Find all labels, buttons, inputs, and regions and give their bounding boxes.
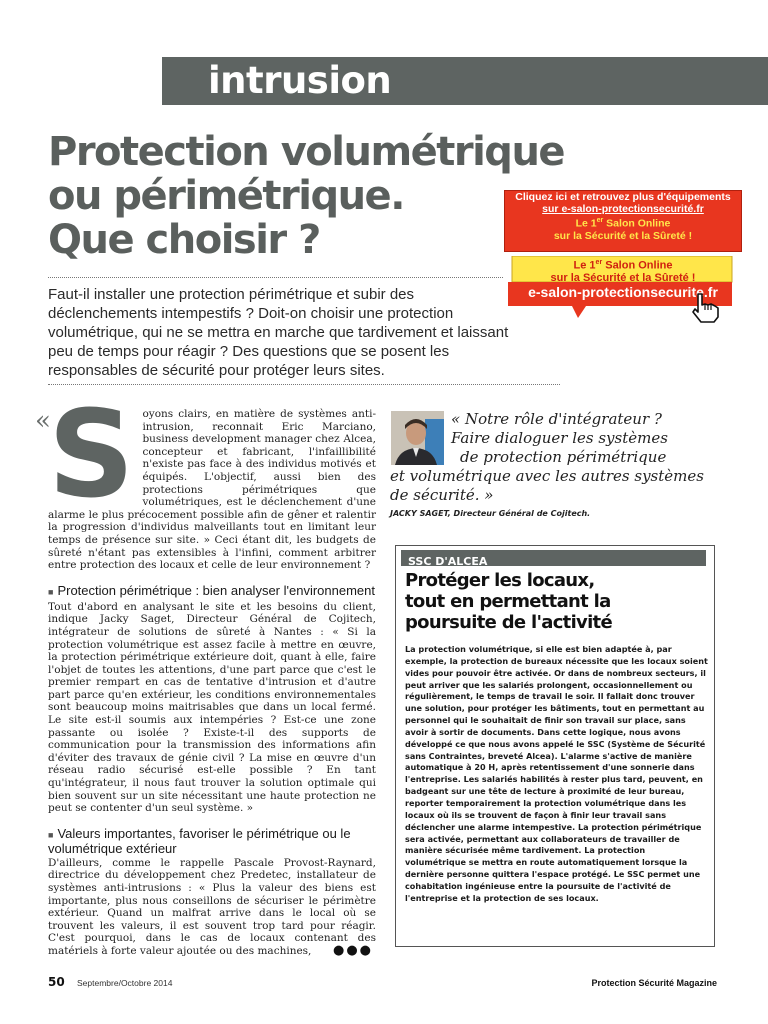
promo-line: Le 1er Salon Online	[575, 217, 671, 230]
opening-quote-mark: «	[35, 406, 51, 436]
title-line: Protection volumétrique	[48, 129, 565, 175]
section-title: intrusion	[208, 59, 392, 102]
subheading: ■ Valeurs importantes, favoriser le périmétrique ou le volumétrique extérieur	[48, 825, 351, 856]
hand-pointer-icon	[688, 292, 728, 324]
badge-url[interactable]: e-salon-protectionsecurite.fr	[528, 284, 718, 300]
quote-line: de protection périmétrique	[460, 448, 667, 466]
drop-cap: S	[48, 386, 135, 525]
article-intro: Faut-il installer une protection périmétrique et subir des déclenchements intempestifs ? Doit-on choisir une protection volumétrique, qui ne se mettra en marche que tardivement et laissant peu de temps pour réagir ? Des questions que se posent les responsables de sécurité pour protéger leurs sites.	[48, 286, 509, 379]
promo-line: Cliquez ici et retrouvez plus d'équipements	[515, 191, 731, 203]
pull-quote	[390, 410, 750, 505]
divider	[48, 277, 503, 278]
title-line: Que choisir ?	[48, 217, 320, 263]
sidebar-body: La protection volumétrique, si elle est bien adaptée à, par exemple, la protection de bureaux nécessite que les locaux soient vides pour pouvoir être activée. Or dans de nombreux secteurs, il peut arriver que les salariés prolongent, occasionnellement ou régulièrement, le temps de travail le soir. Il fallait donc trouver une solution, pour protéger les bâtiments, tout en permettant au personnel qui le souhaitait de finir son travail sur place, sans avoir à sortir de documents. Dans cette logique, nous avons développé ce que nous avons appelé le SSC (Système de Sécurité sans Contraintes, breveté Alcea). L'alarme s'active de manière automatique à 20 H, après retentissement d'une sonnerie dans l'entreprise. Les salariés habilités à rester plus tard, peuvent, en badgeant sur une tête de lecture à proximité de leur bureau, reporter temporairement la protection volumétrique dans les locaux où ils se trouvent de façon à finir leur travail sans déclencher une alarme intempestive. La protection périmétrique sera activée, permettant aux collaborateurs de travailler de manière sécurisée même tardivement. La protection volumétrique se mettra en route automatiquement lorsque la dernière personne quittera l'espace protégé. Le SSC permet une cohabitation ingénieuse entre la poursuite de l'activité de l'entreprise et la protection de ses locaux.	[405, 644, 708, 903]
article-body	[48, 386, 376, 958]
divider	[48, 384, 560, 385]
sidebar-box	[395, 545, 715, 947]
quote-attribution: JACKY SAGET, Directeur Général de Cojitech.	[390, 509, 591, 518]
sidebar-tab: SSC D'ALCEA	[401, 550, 706, 566]
promo-link-line[interactable]: sur e-salon-protectionsecurité.fr	[542, 203, 704, 215]
promo-banner-link[interactable]	[504, 190, 742, 252]
continued-marker: ●●●	[333, 943, 374, 958]
page-number: 50	[48, 975, 65, 989]
paragraph: oyons clairs, en matière de systèmes anti-intrusion, reconnait Eric Marciano, business development manager chez Alcea, concepteur et fabricant, l'infaillibilité n'existe pas face à des individus motivés et équipés. L'objectif, aussi bien des protections périmétriques que volumétriques, est le déclenchement d'une alarme le plus précocement possible afin de gêner et ralentir la progression d'individus malveillants tout en limitant leur temps de présence sur site. » Ceci étant dit, les budgets de sûreté n'étant pas extensibles à l'infini, comment arbitrer entre protection des locaux et celle de leur environnement ?	[48, 408, 376, 572]
issue-date: Septembre/Octobre 2014	[77, 978, 173, 988]
quote-line: « Notre rôle d'intégrateur ?	[451, 410, 662, 428]
badge-text: Le 1er Salon Online sur la Sécurité et la Sûreté !	[550, 259, 696, 284]
promo-line: sur la Sécurité et la Sûreté !	[553, 229, 693, 242]
paragraph: Tout d'abord en analysant le site et les besoins du client, indique Jacky Saget, Directeur Général de Cojitech, intégrateur de solutions de sûreté à Nantes : « Si la protection volumétrique est assez facile à mettre en œuvre, la protection périmétrique extérieure doit, quant à elle, faire l'objet de toutes les attentions, d'une part parce que c'est le premier rempart en cas de tentative d'intrusion et d'autre part parce qu'en extérieur, les conditions environnementales sont beaucoup moins maitrisables que dans un local fermé. Le site est-il soumis aux intempéries ? Est-ce une zone passante ou isolée ? Existe-t-il des supports de communication pour la transmission des informations afin d'éviter des travaux de génie civil ? La mise en œuvre d'un réseau radio sécurisé est-elle possible ? En tant qu'intégrateur, il nous faut trouver la solution optimale qui bien souvent sur un site nécessitant une haute protection ne peut se contenter d'un seul système. »	[48, 600, 376, 815]
quote-line: de sécurité. »	[390, 486, 494, 504]
title-line: ou périmétrique.	[48, 173, 404, 219]
paragraph: D'ailleurs, comme le rappelle Pascale Provost-Raynard, directrice du développement chez Predetec, installateur de systèmes anti-intrusions : « Plus la valeur des biens est importante, plus nous conseillons de sécuriser le périmètre extérieur. Quand un malfrat arrive dans le local où se trouvent les valeurs, il est souvent trop tard pour réagir. C'est pourquoi, dans le cas de locaux contenant des matériels à forte valeur ajoutée ou des machines,	[48, 856, 376, 957]
subheading: ■ Protection périmétrique : bien analyser l'environnement	[48, 582, 375, 598]
quote-line: Faire dialoguer les systèmes	[451, 429, 668, 447]
article-title	[48, 130, 564, 262]
section-banner	[162, 57, 768, 105]
quote-line: et volumétrique avec les autres systèmes	[390, 467, 704, 485]
salon-badge-link[interactable]	[506, 256, 734, 322]
magazine-name: Protection Sécurité Magazine	[591, 978, 717, 988]
sidebar-title: Protéger les locaux, tout en permettant la poursuite de l'activité	[405, 570, 612, 633]
